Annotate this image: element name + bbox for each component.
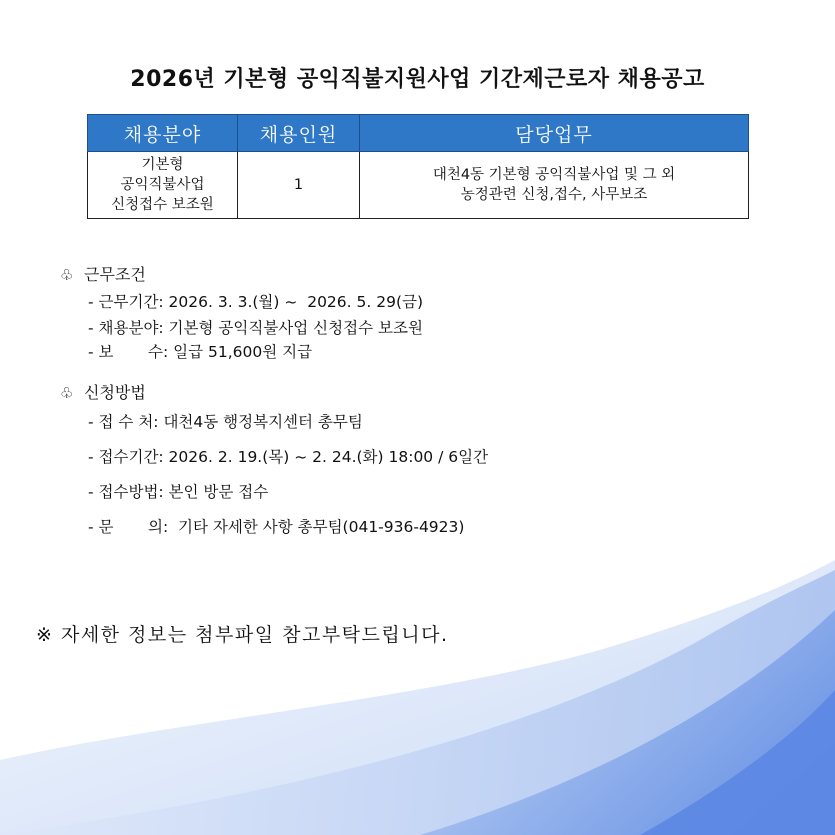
application-item: - 문 의: 기타 자세한 사항 총무팀(041-936-4923) — [88, 518, 465, 536]
application-item: - 접수기간: 2026. 2. 19.(목) ~ 2. 24.(화) 18:00 / 6일간 — [88, 448, 489, 466]
conditions-heading — [60, 262, 146, 285]
table-row — [88, 152, 749, 219]
attachment-notice: ※ 자세한 정보는 첨부파일 참고부탁드립니다. — [36, 624, 449, 646]
recruitment-table — [87, 114, 749, 219]
header-field: 채용분야 — [88, 115, 238, 152]
cell-duty — [360, 152, 749, 219]
field-line: 신청접수 보조원 — [111, 197, 214, 213]
club-outline-icon: ♧ — [60, 266, 74, 284]
conditions-heading-text: 근무조건 — [84, 265, 146, 284]
cell-count: 1 — [238, 152, 360, 219]
condition-item: - 근무기간: 2026. 3. 3.(월) ~ 2026. 5. 29(금) — [88, 293, 424, 311]
condition-item: - 보 수: 일급 51,600원 지급 — [88, 343, 313, 361]
header-duty: 담당업무 — [360, 115, 749, 152]
field-line: 공익직불사업 — [120, 177, 205, 193]
cell-field — [88, 152, 238, 219]
header-count: 채용인원 — [238, 115, 360, 152]
application-item: - 접수방법: 본인 방문 접수 — [88, 483, 269, 501]
application-heading-text: 신청방법 — [84, 383, 146, 402]
club-outline-icon: ♧ — [60, 384, 74, 402]
application-item: - 접 수 처: 대천4동 행정복지센터 총무팀 — [88, 413, 363, 431]
table-header-row — [88, 115, 749, 152]
condition-item: - 채용분야: 기본형 공익직불사업 신청접수 보조원 — [88, 319, 423, 337]
duty-line: 대천4동 기본형 공익직불사업 및 그 외 — [432, 167, 676, 183]
field-line: 기본형 — [141, 157, 184, 173]
page-title: 2026년 기본형 공익직불지원사업 기간제근로자 채용공고 — [130, 67, 705, 92]
duty-line: 농정관련 신청,접수, 사무보조 — [460, 187, 648, 203]
application-heading — [60, 380, 146, 403]
